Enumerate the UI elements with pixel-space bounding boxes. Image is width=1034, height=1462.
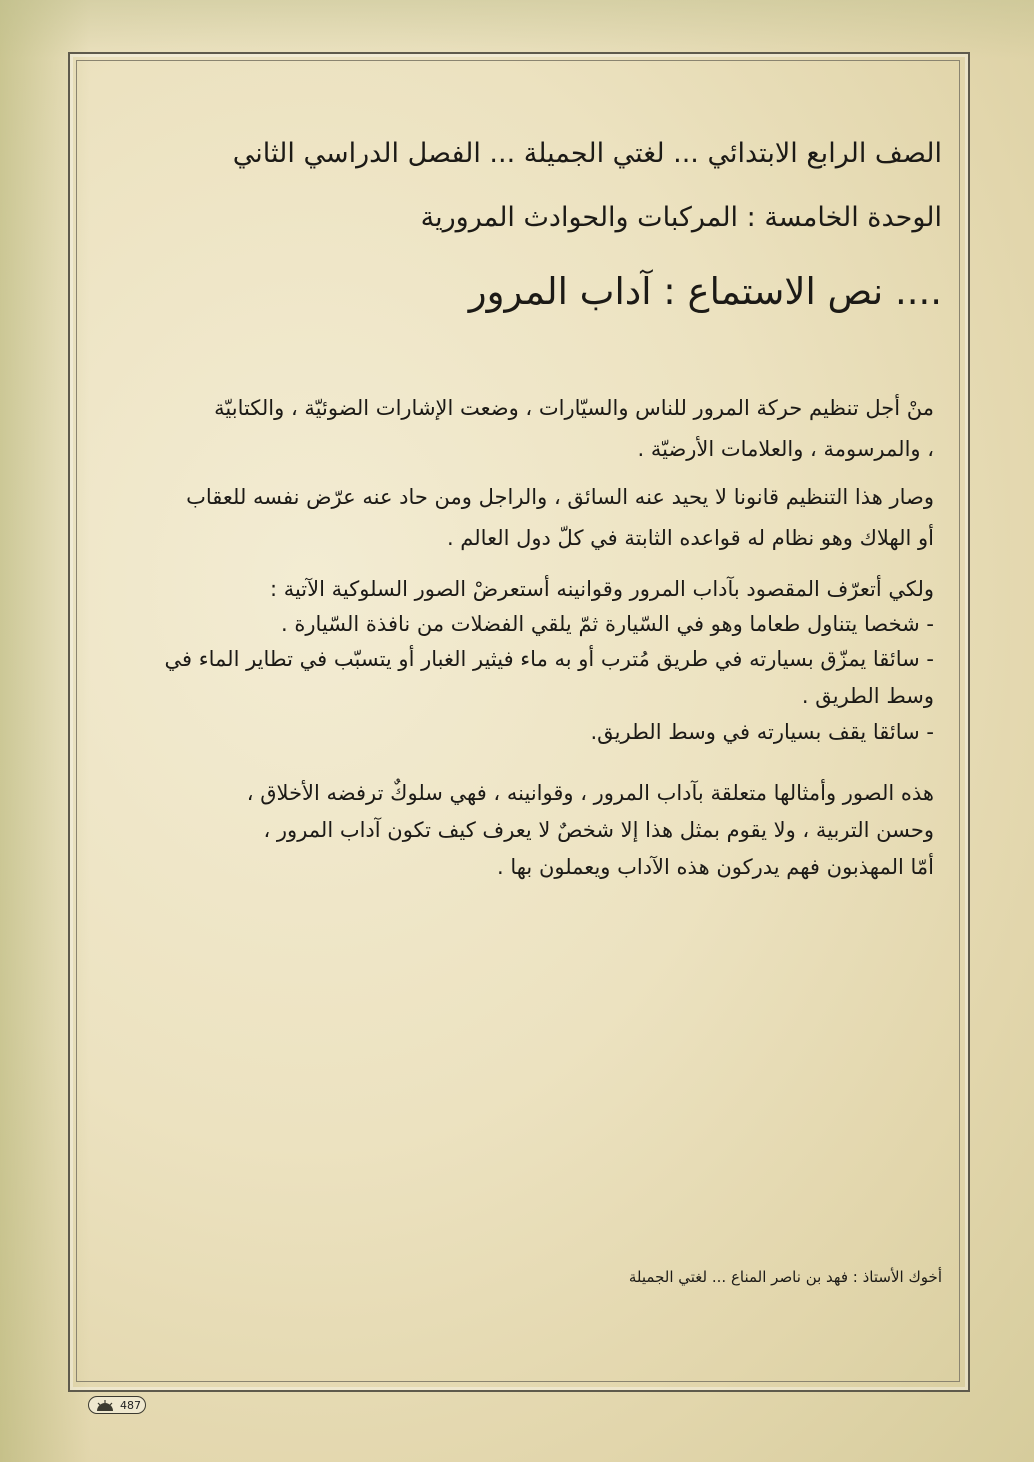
body-line: هذه الصور وأمثالها متعلقة بآداب المرور ، وقوانينه ، فهي سلوكٌ ترفضه الأخلاق ، — [246, 781, 934, 805]
page-number-badge — [88, 1396, 146, 1414]
body-line: - شخصا يتناول طعاما وهو في السّيارة ثمّ يلقي الفضلات من نافذة السّيارة . — [281, 612, 934, 636]
body-line: منْ أجل تنظيم حركة المرور للناس والسيّارات ، وضعت الإشارات الضوئيّة ، والكتابيّة — [214, 396, 934, 420]
sun-icon — [95, 1399, 115, 1413]
body-line: - سائقا يمزّق بسيارته في طريق مُترب أو به ماء فيثير الغبار أو يتسبّب في تطاير الماء في — [164, 647, 934, 671]
body-line: وصار هذا التنظيم قانونا لا يحيد عنه السائق ، والراجل ومن حاد عنه عرّض نفسه للعقاب — [186, 485, 934, 509]
header-grade-line: الصف الرابع الابتدائي ... لغتي الجميلة ... الفصل الدراسي الثاني — [232, 138, 942, 169]
body-line: وحسن التربية ، ولا يقوم بمثل هذا إلا شخصٌ لا يعرف كيف تكون آداب المرور ، — [263, 818, 934, 842]
body-line: وسط الطريق . — [801, 684, 934, 708]
page-number: 487 — [120, 1398, 141, 1412]
body-line: ، والمرسومة ، والعلامات الأرضيّة . — [637, 437, 934, 461]
body-line: أو الهلاك وهو نظام له قواعده الثابتة في كلّ دول العالم . — [446, 526, 934, 550]
body-line: - سائقا يقف بسيارته في وسط الطريق. — [590, 720, 934, 744]
background-tint-top — [0, 0, 1034, 60]
footer-credit: أخوك الأستاذ : فهد بن ناصر المناع ... لغتي الجميلة — [628, 1268, 942, 1286]
header-unit-line: الوحدة الخامسة : المركبات والحوادث المرورية — [420, 202, 942, 233]
body-line: ولكي أتعرّف المقصود بآداب المرور وقوانينه أستعرضْ الصور السلوكية الآتية : — [269, 577, 934, 601]
page-title: .... نص الاستماع : آداب المرور — [468, 270, 942, 313]
body-line: أمّا المهذبون فهم يدركون هذه الآداب ويعملون بها . — [497, 855, 934, 879]
